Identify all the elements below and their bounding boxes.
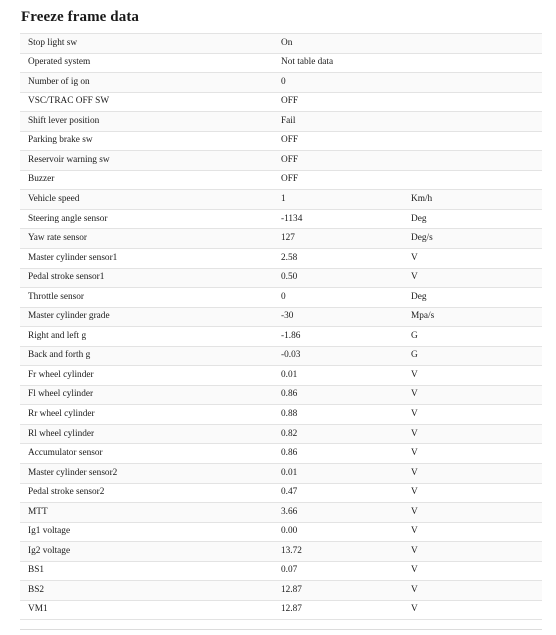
table-row	[20, 346, 542, 366]
parameter-value-cell: 0.01	[273, 464, 403, 484]
parameter-unit-cell: V	[411, 604, 418, 615]
parameter-value-cell: 0.07	[281, 565, 298, 576]
parameter-name-cell: Fl wheel cylinder	[20, 385, 273, 405]
table-row	[20, 385, 542, 405]
table-row	[20, 73, 542, 93]
parameter-value-cell: -1134	[281, 213, 303, 224]
parameter-value-cell: 0.82	[273, 424, 403, 444]
parameter-value-cell: 0.88	[281, 409, 298, 420]
table-row	[20, 34, 542, 54]
parameter-unit-cell: Deg	[411, 213, 427, 224]
parameter-name-cell: Rl wheel cylinder	[20, 424, 273, 444]
parameter-value-cell: OFF	[281, 135, 299, 146]
parameter-unit-cell	[403, 53, 542, 73]
parameter-unit-cell: V	[411, 409, 418, 420]
parameter-value-cell: -0.03	[273, 346, 403, 366]
parameter-value-cell: -1.86	[281, 330, 301, 341]
table-row	[20, 581, 542, 601]
table-row	[20, 268, 542, 288]
parameter-value-cell: 3.66	[273, 503, 403, 523]
parameter-unit-cell	[403, 73, 542, 93]
table-row	[20, 366, 542, 386]
parameter-unit-cell	[403, 92, 542, 112]
parameter-value-cell: OFF	[281, 174, 299, 185]
parameter-unit-cell: V	[403, 424, 542, 444]
parameter-unit-cell: V	[403, 542, 542, 562]
table-row	[20, 249, 542, 269]
table-row	[20, 307, 542, 327]
parameter-name-cell: Back and forth g	[20, 346, 273, 366]
parameter-name-cell: Number of ig on	[20, 73, 273, 93]
parameter-unit-cell: V	[411, 487, 418, 498]
parameter-value-cell: Fail	[273, 112, 403, 132]
parameter-value-cell: 0	[281, 291, 286, 302]
parameter-name-cell: Steering angle sensor	[28, 213, 108, 224]
parameter-name-cell: Ig1 voltage	[28, 526, 71, 537]
parameter-value-cell: 12.87	[281, 604, 302, 615]
page-title: Freeze frame data	[21, 9, 140, 25]
parameter-name-cell: Rr wheel cylinder	[28, 409, 95, 420]
table-row	[20, 209, 542, 229]
parameter-name-cell: Pedal stroke sensor2	[28, 487, 105, 498]
table-row	[20, 92, 542, 112]
table-row	[20, 483, 542, 503]
parameter-value-cell: 127	[273, 229, 403, 249]
table-row	[20, 464, 542, 484]
parameter-unit-cell: V	[411, 526, 418, 537]
parameter-unit-cell: V	[411, 448, 418, 459]
parameter-name-cell: Stop light sw	[20, 34, 273, 54]
parameter-name-cell: Master cylinder sensor2	[20, 464, 273, 484]
parameter-unit-cell: V	[403, 268, 542, 288]
table-row	[20, 503, 542, 523]
table-row	[20, 424, 542, 444]
parameter-unit-cell	[403, 170, 542, 190]
parameter-name-cell: Ig2 voltage	[20, 542, 273, 562]
parameter-value-cell: On	[273, 34, 403, 54]
table-row	[20, 327, 542, 347]
parameter-unit-cell	[403, 131, 542, 151]
parameter-value-cell: 0.86	[273, 385, 403, 405]
table-row	[20, 131, 542, 151]
parameter-unit-cell: Mpa/s	[403, 307, 542, 327]
table-row	[20, 288, 542, 308]
parameter-value-cell: Not table data	[281, 57, 334, 68]
parameter-name-cell: Shift lever position	[20, 112, 273, 132]
table-row	[20, 170, 542, 190]
bottom-divider	[20, 629, 542, 630]
parameter-value-cell: -30	[273, 307, 403, 327]
parameter-value-cell: 0.01	[281, 369, 298, 380]
parameter-unit-cell: Deg	[411, 291, 427, 302]
freeze-frame-table	[20, 33, 542, 620]
parameter-unit-cell: V	[403, 503, 542, 523]
parameter-unit-cell: V	[403, 385, 542, 405]
parameter-value-cell: 2.58	[281, 252, 298, 263]
parameter-value-cell: 0.50	[273, 268, 403, 288]
parameter-unit-cell: V	[411, 252, 418, 263]
table-row	[20, 522, 542, 542]
table-row	[20, 190, 542, 210]
parameter-value-cell: 0	[273, 73, 403, 93]
parameter-unit-cell: G	[403, 346, 542, 366]
parameter-name-cell: Right and left g	[28, 330, 87, 341]
freeze-frame-rows	[20, 34, 542, 620]
parameter-value-cell: 13.72	[273, 542, 403, 562]
parameter-unit-cell	[403, 112, 542, 132]
table-row	[20, 53, 542, 73]
table-row	[20, 151, 542, 171]
table-row	[20, 405, 542, 425]
parameter-unit-cell: V	[403, 581, 542, 601]
parameter-name-cell: VSC/TRAC OFF SW	[28, 96, 110, 107]
parameter-name-cell: VM1	[28, 604, 48, 615]
parameter-value-cell: 0.47	[281, 487, 298, 498]
parameter-unit-cell: G	[411, 330, 418, 341]
parameter-unit-cell: Km/h	[403, 190, 542, 210]
parameter-unit-cell: V	[403, 464, 542, 484]
parameter-unit-cell	[403, 151, 542, 171]
table-row	[20, 600, 542, 620]
parameter-name-cell: Reservoir warning sw	[20, 151, 273, 171]
parameter-name-cell: BS2	[20, 581, 273, 601]
parameter-value-cell: 0.86	[281, 448, 298, 459]
parameter-name-cell: Accumulator sensor	[28, 448, 103, 459]
table-row	[20, 561, 542, 581]
table-row	[20, 542, 542, 562]
parameter-unit-cell: V	[411, 565, 418, 576]
table-row	[20, 112, 542, 132]
table-row	[20, 229, 542, 249]
parameter-unit-cell	[403, 34, 542, 54]
parameter-value-cell: 0.00	[281, 526, 298, 537]
parameter-name-cell: MTT	[20, 503, 273, 523]
parameter-value-cell: 1	[273, 190, 403, 210]
parameter-name-cell: Pedal stroke sensor1	[20, 268, 273, 288]
parameter-unit-cell: V	[411, 369, 418, 380]
parameter-name-cell: Operated system	[28, 57, 91, 68]
parameter-value-cell: OFF	[273, 151, 403, 171]
parameter-name-cell: Vehicle speed	[20, 190, 273, 210]
parameter-name-cell: BS1	[28, 565, 45, 576]
parameter-name-cell: Throttle sensor	[28, 291, 85, 302]
table-row	[20, 444, 542, 464]
parameter-name-cell: Master cylinder grade	[20, 307, 273, 327]
parameter-name-cell: Fr wheel cylinder	[28, 369, 94, 380]
parameter-name-cell: Yaw rate sensor	[20, 229, 273, 249]
parameter-name-cell: Buzzer	[28, 174, 55, 185]
parameter-name-cell: Master cylinder sensor1	[28, 252, 118, 263]
parameter-value-cell: 12.87	[273, 581, 403, 601]
parameter-unit-cell: Deg/s	[403, 229, 542, 249]
parameter-value-cell: OFF	[281, 96, 299, 107]
parameter-name-cell: Parking brake sw	[28, 135, 93, 146]
